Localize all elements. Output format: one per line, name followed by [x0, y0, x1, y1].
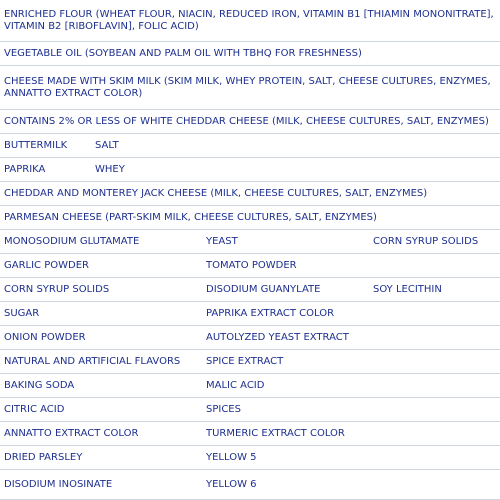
ingredient-row	[0, 398, 500, 422]
ingredient-cell: PAPRIKA	[4, 163, 46, 175]
ingredient-cell: TOMATO POWDER	[206, 259, 297, 271]
ingredient-row	[0, 206, 500, 230]
ingredient-cell: AUTOLYZED YEAST EXTRACT	[206, 331, 349, 343]
ingredient-cell: CITRIC ACID	[4, 403, 65, 415]
ingredient-row	[0, 470, 500, 500]
ingredient-cell: CORN SYRUP SOLIDS	[373, 235, 479, 247]
ingredient-row	[0, 374, 500, 398]
ingredient-text: ENRICHED FLOUR (WHEAT FLOUR, NIACIN, REDUCED IRON, VITAMIN B1 [THIAMIN MONONITRATE], VITAMIN B2 [RIBOFLAVIN], FOLIC ACID)	[4, 8, 494, 32]
ingredient-cell: BAKING SODA	[4, 379, 75, 391]
ingredient-cell: YELLOW 6	[206, 478, 257, 490]
ingredient-cell: SALT	[95, 139, 119, 151]
ingredient-row	[0, 182, 500, 206]
ingredient-cell: MALIC ACID	[206, 379, 265, 391]
ingredient-row	[0, 422, 500, 446]
ingredient-cell: CORN SYRUP SOLIDS	[4, 283, 110, 295]
ingredient-cell: GARLIC POWDER	[4, 259, 89, 271]
ingredient-cell: TURMERIC EXTRACT COLOR	[206, 427, 345, 439]
ingredient-row	[0, 446, 500, 470]
ingredient-cell: NATURAL AND ARTIFICIAL FLAVORS	[4, 355, 181, 367]
ingredient-cell: SPICES	[206, 403, 241, 415]
ingredient-cell: DISODIUM GUANYLATE	[206, 283, 321, 295]
ingredient-cell: YEAST	[206, 235, 238, 247]
ingredient-row	[0, 278, 500, 302]
ingredient-cell: DRIED PARSLEY	[4, 451, 83, 463]
ingredient-cell: BUTTERMILK	[4, 139, 68, 151]
ingredient-text: PARMESAN CHEESE (PART-SKIM MILK, CHEESE CULTURES, SALT, ENZYMES)	[4, 211, 377, 223]
ingredient-cell: WHEY	[95, 163, 125, 175]
ingredient-row	[0, 254, 500, 278]
ingredient-cell: YELLOW 5	[206, 451, 257, 463]
ingredient-row	[0, 110, 500, 134]
ingredient-row	[0, 42, 500, 66]
ingredient-row	[0, 350, 500, 374]
ingredient-cell: PAPRIKA EXTRACT COLOR	[206, 307, 335, 319]
ingredient-row	[0, 134, 500, 158]
ingredient-row	[0, 326, 500, 350]
ingredient-cell: SOY LECITHIN	[373, 283, 442, 295]
ingredient-cell: SPICE EXTRACT	[206, 355, 284, 367]
ingredient-text: CONTAINS 2% OR LESS OF WHITE CHEDDAR CHEESE (MILK, CHEESE CULTURES, SALT, ENZYMES)	[4, 115, 489, 127]
ingredient-cell: ONION POWDER	[4, 331, 86, 343]
ingredient-text: CHEDDAR AND MONTEREY JACK CHEESE (MILK, CHEESE CULTURES, SALT, ENZYMES)	[4, 187, 428, 199]
ingredient-cell: SUGAR	[4, 307, 40, 319]
ingredient-row	[0, 158, 500, 182]
ingredient-cell: ANNATTO EXTRACT COLOR	[4, 427, 139, 439]
ingredient-cell: DISODIUM INOSINATE	[4, 478, 113, 490]
ingredient-cell: MONOSODIUM GLUTAMATE	[4, 235, 140, 247]
ingredient-text: CHEESE MADE WITH SKIM MILK (SKIM MILK, WHEY PROTEIN, SALT, CHEESE CULTURES, ENZYMES, ANNATTO EXTRACT COLOR)	[4, 75, 491, 99]
ingredient-row	[0, 66, 500, 110]
ingredient-text: VEGETABLE OIL (SOYBEAN AND PALM OIL WITH TBHQ FOR FRESHNESS)	[4, 47, 362, 59]
ingredient-row	[0, 0, 500, 42]
ingredient-row	[0, 230, 500, 254]
ingredient-row	[0, 302, 500, 326]
